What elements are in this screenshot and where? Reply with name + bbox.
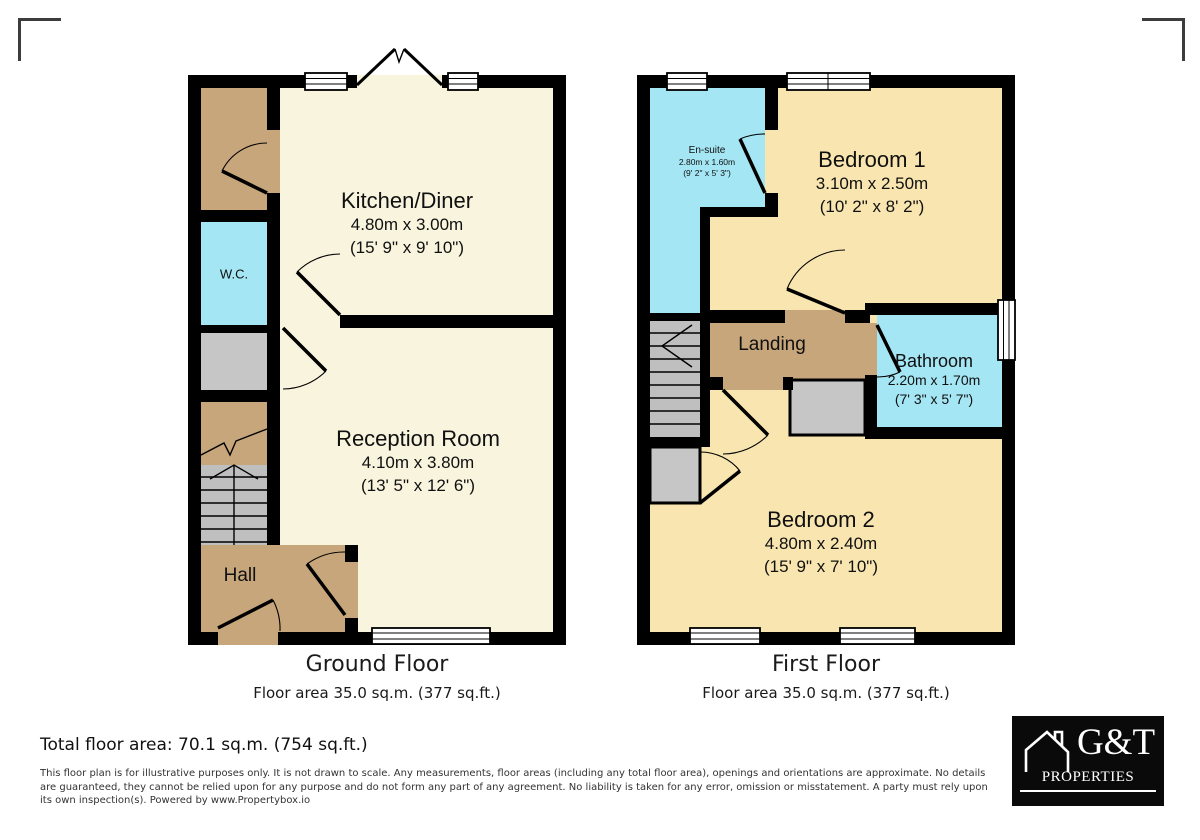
room-label-hall: Hall (223, 565, 257, 586)
room-label-ensuite (679, 145, 735, 179)
room-name: Kitchen/Diner (340, 188, 474, 213)
room-label-wc: W.C. (219, 266, 249, 282)
room-label-landing: Landing (738, 334, 806, 355)
room-name: Reception Room (336, 426, 500, 451)
room-label-kitchen (341, 189, 473, 259)
room-size-imperial: (15' 9" x 7' 10") (763, 557, 879, 576)
first-floor-plan (637, 75, 1015, 645)
room-size-imperial: (10' 2" x 8' 2") (819, 197, 925, 216)
ground-floor-title: Ground Floor (305, 652, 449, 677)
room-size-metric: 4.80m x 3.00m (350, 215, 464, 234)
room-name: Bedroom 1 (818, 147, 926, 172)
room-name: Bedroom 2 (767, 507, 875, 532)
logo-text-properties: PROPERTIES (1020, 769, 1156, 792)
room-label-bedroom1 (816, 148, 928, 218)
first-floor-area: Floor area 35.0 sq.m. (377 sq.ft.) (702, 684, 950, 702)
room-size-imperial: (15' 9" x 9' 10") (349, 238, 465, 257)
corner-mark-top-left (18, 18, 61, 61)
room-label-bathroom (888, 351, 981, 409)
room-size-imperial: (7' 3" x 5' 7") (894, 391, 974, 407)
room-size-metric: 4.10m x 3.80m (361, 453, 475, 472)
room-label-bedroom2 (764, 508, 878, 578)
room-size-imperial: (13' 5" x 12' 6") (360, 476, 475, 495)
room-size-imperial: (9' 2" x 5' 3") (683, 168, 731, 178)
room-size-metric: 4.80m x 2.40m (764, 534, 878, 553)
first-floor-caption (637, 652, 1015, 702)
ground-floor-drawing (188, 35, 566, 645)
room-size-metric: 3.10m x 2.50m (815, 174, 929, 193)
room-size-metric: 2.20m x 1.70m (887, 372, 981, 388)
logo-text-gt: G&T (1076, 722, 1156, 763)
ground-floor-plan (188, 75, 566, 645)
room-size-metric: 2.80m x 1.60m (678, 157, 736, 167)
first-floor-title: First Floor (771, 652, 881, 677)
house-icon (1022, 728, 1074, 774)
ground-floor-area: Floor area 35.0 sq.m. (377 sq.ft.) (253, 684, 501, 702)
total-floor-area: Total floor area: 70.1 sq.m. (754 sq.ft.) (40, 735, 368, 755)
room-label-reception (336, 427, 500, 497)
french-doors-icon (357, 49, 442, 88)
room-name: Bathroom (894, 351, 974, 371)
logo-gt-properties (1012, 716, 1164, 806)
ground-floor-caption (188, 652, 566, 702)
disclaimer-text: This floor plan is for illustrative purposes only. It is not drawn to scale. Any measurements, floor areas (including any total floor area), openings and orientations are approximate. No details are guaranteed, they cannot be relied upon for any purpose and do not form any part of any agreement. No liability is taken for any error, omission or misstatement. A party must rely upon its own inspection(s). Powered by www.Propertybox.io (40, 768, 988, 806)
corner-mark-top-right (1142, 18, 1185, 61)
room-name: En-suite (688, 145, 726, 156)
